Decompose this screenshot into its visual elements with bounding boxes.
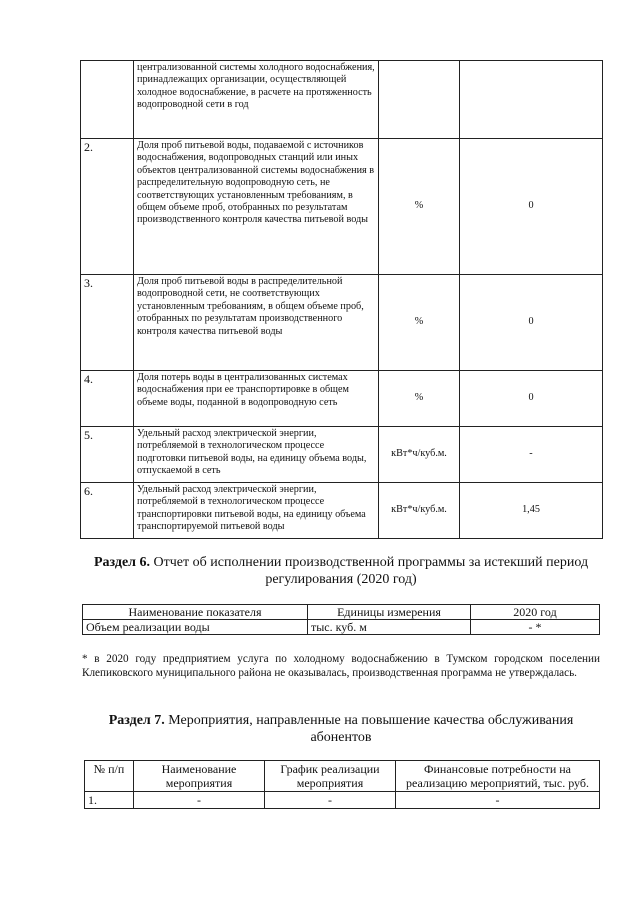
indicator-name: Доля проб питьевой воды в распределительной водопроводной сети, не соответствующих установленным требованиям, в общем объеме проб, отобранных по результатам производственного контроля качества питьевой воды — [134, 275, 379, 371]
row-number — [81, 61, 134, 139]
indicator-value: - * — [471, 620, 600, 635]
indicator-name: централизованной системы холодного водоснабжения, принадлежащих организации, осуществляющей холодное водоснабжение, в расчете на протяженность водопроводной сети в год — [134, 61, 379, 139]
column-header: Единицы измерения — [308, 605, 471, 620]
row-number: 5. — [81, 427, 134, 483]
row-number: 6. — [81, 483, 134, 539]
table-row — [81, 371, 603, 427]
table-row — [81, 427, 603, 483]
indicator-name: Удельный расход электрической энергии, потребляемой в технологическом процессе транспортировки питьевой воды, на единицу объема транспортируемой питьевой воды — [134, 483, 379, 539]
indicator-value: - — [460, 427, 603, 483]
column-header: График реализации мероприятия — [265, 761, 396, 792]
row-number: 3. — [81, 275, 134, 371]
indicator-unit: % — [379, 139, 460, 275]
table-header-row — [85, 761, 600, 792]
section-7-label: Раздел 7. — [108, 713, 165, 728]
table-row — [81, 483, 603, 539]
indicator-value: 0 — [460, 275, 603, 371]
section-6-label: Раздел 6. — [93, 555, 151, 570]
table-header-row — [83, 605, 600, 620]
column-header: Финансовые потребности на реализацию мероприятий, тыс. руб. — [396, 761, 600, 792]
indicator-unit: % — [379, 371, 460, 427]
table-row — [81, 139, 603, 275]
report-table — [82, 604, 600, 635]
indicator-value: 0 — [460, 139, 603, 275]
table-row — [83, 620, 600, 635]
measure-schedule: - — [265, 792, 396, 809]
indicator-name: Объем реализации воды — [83, 620, 308, 635]
section-7-title: Мероприятия, направленные на повышение качества обслуживания абонентов — [168, 713, 574, 745]
section-7-heading — [80, 712, 602, 746]
row-number: 2. — [81, 139, 134, 275]
table-row — [81, 61, 603, 139]
measures-table — [84, 760, 600, 809]
indicator-unit: кВт*ч/куб.м. — [379, 427, 460, 483]
indicator-value: 1,45 — [460, 483, 603, 539]
indicator-name: Доля проб питьевой воды, подаваемой с источников водоснабжения, водопроводных станций или иных объектов централизованной системы водоснабжения в распределительную водопроводную сеть, не соответствующих установленным требованиям, в общем объеме проб, отобранных по результатам производственного контроля качества питьевой воды — [134, 139, 379, 275]
column-header: 2020 год — [471, 605, 600, 620]
indicators-table — [80, 60, 603, 539]
section-6-title: Отчет об исполнении производственной программы за истекший период регулирования (2020 год) — [153, 555, 589, 587]
column-header: № п/п — [85, 761, 134, 792]
measure-cost: - — [396, 792, 600, 809]
indicator-unit: кВт*ч/куб.м. — [379, 483, 460, 539]
indicator-name: Удельный расход электрической энергии, потребляемой в технологическом процессе подготовки питьевой воды, на единицу объема воды, отпускаемой в сеть — [134, 427, 379, 483]
row-number: 1. — [85, 792, 134, 809]
column-header: Наименование показателя — [83, 605, 308, 620]
table-row — [81, 275, 603, 371]
indicator-value: 0 — [460, 371, 603, 427]
footnote: * в 2020 году предприятием услуга по холодному водоснабжению в Тумском городском поселении Клепиковского муниципального района не оказывалась, производственная программа не утверждалась. — [82, 653, 600, 679]
section-6-heading — [80, 554, 602, 588]
row-number: 4. — [81, 371, 134, 427]
measure-name: - — [134, 792, 265, 809]
indicator-unit — [379, 61, 460, 139]
indicator-unit: тыс. куб. м — [308, 620, 471, 635]
indicator-unit: % — [379, 275, 460, 371]
indicator-name: Доля потерь воды в централизованных системах водоснабжения при ее транспортировке в общем объеме воды, поданной в водопроводную сеть — [134, 371, 379, 427]
table-row — [85, 792, 600, 809]
indicator-value — [460, 61, 603, 139]
column-header: Наименование мероприятия — [134, 761, 265, 792]
